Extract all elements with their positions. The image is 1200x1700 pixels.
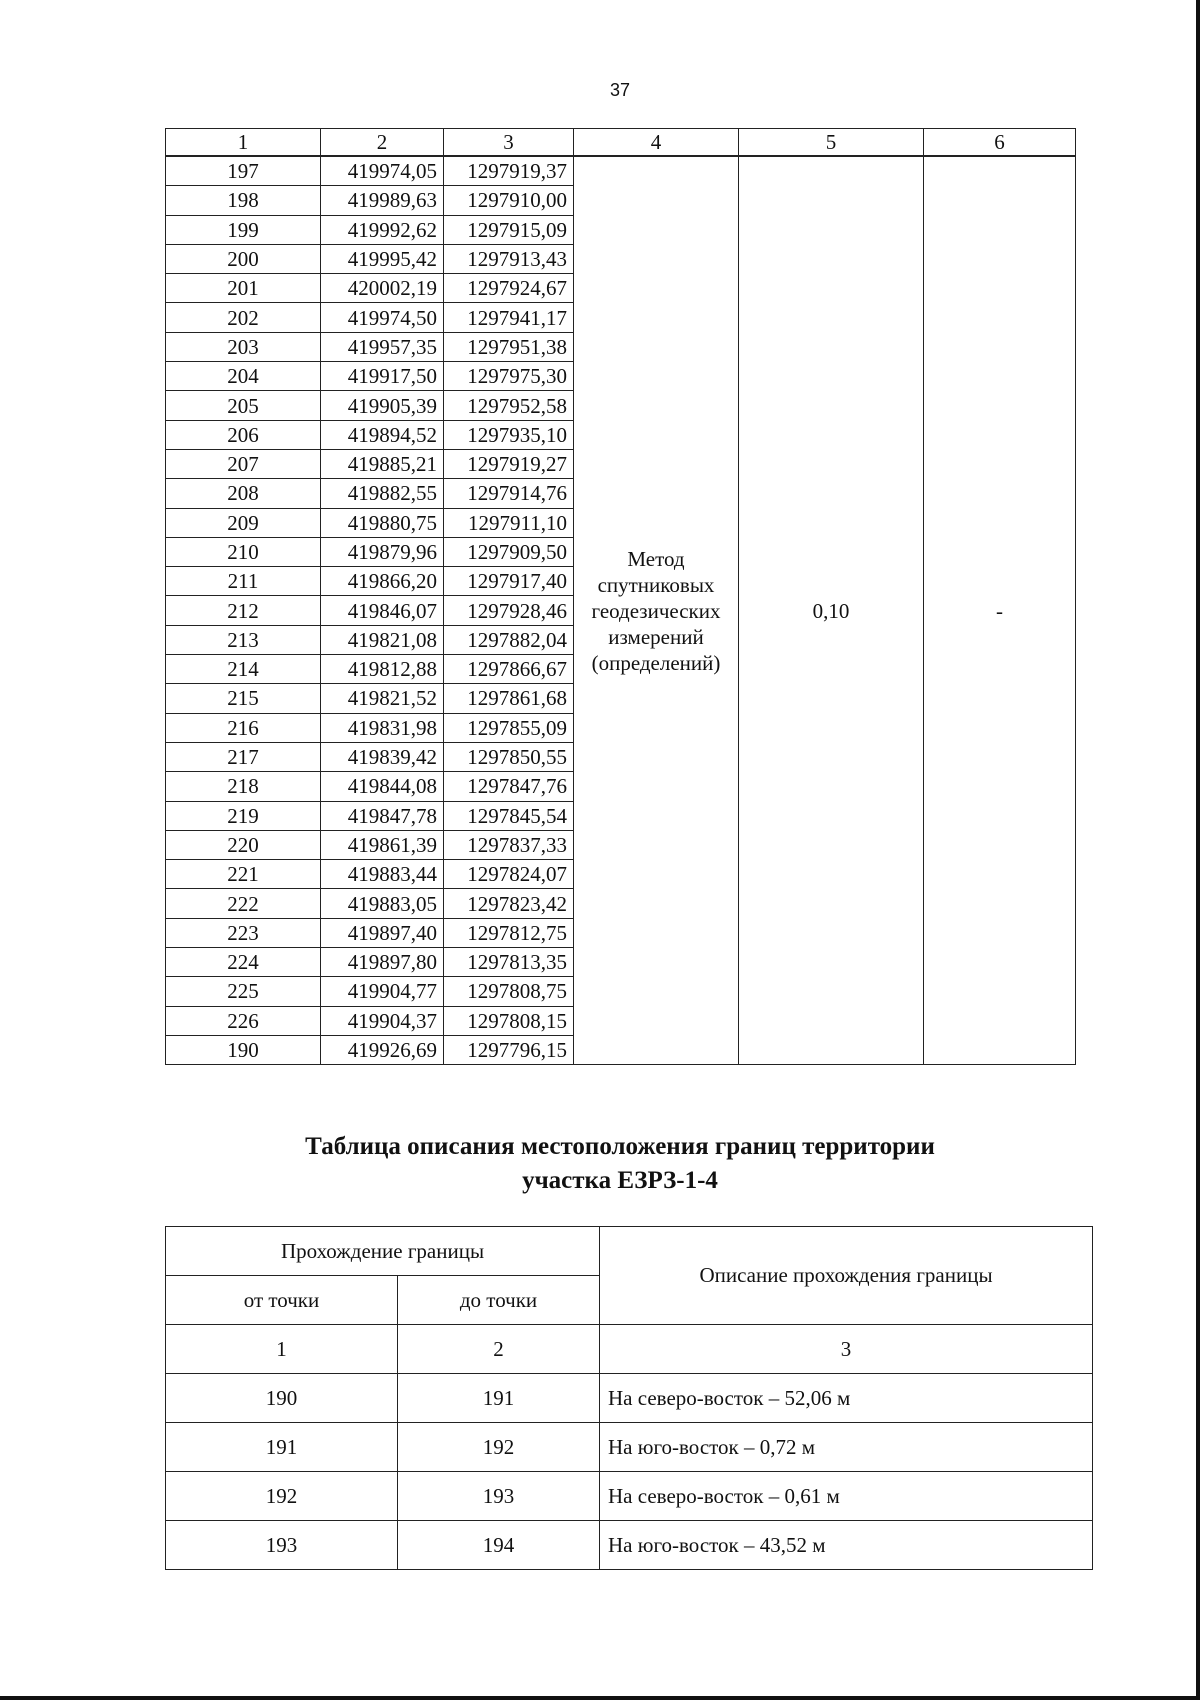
point-number: 200 <box>166 244 321 273</box>
y-coordinate: 1297808,15 <box>444 1006 574 1035</box>
boundary-description: На юго-восток – 0,72 м <box>600 1423 1093 1472</box>
y-coordinate: 1297913,43 <box>444 244 574 273</box>
x-coordinate: 419821,08 <box>321 625 444 654</box>
boundary-description: На северо-восток – 0,61 м <box>600 1472 1093 1521</box>
point-number: 215 <box>166 684 321 713</box>
point-number: 203 <box>166 332 321 361</box>
header-group-label: Прохождение границы <box>166 1227 600 1276</box>
y-coordinate: 1297924,67 <box>444 274 574 303</box>
point-number: 190 <box>166 1035 321 1064</box>
y-coordinate: 1297813,35 <box>444 948 574 977</box>
x-coordinate: 419995,42 <box>321 244 444 273</box>
x-coordinate: 419905,39 <box>321 391 444 420</box>
coordinates-body <box>166 156 1076 1065</box>
y-coordinate: 1297850,55 <box>444 742 574 771</box>
y-coordinate: 1297847,76 <box>444 772 574 801</box>
accuracy-cell: 0,10 <box>739 156 924 1065</box>
point-number: 222 <box>166 889 321 918</box>
x-coordinate: 419957,35 <box>321 332 444 361</box>
boundary-column-numbers <box>166 1325 1093 1374</box>
from-point: 190 <box>166 1374 398 1423</box>
x-coordinate: 419974,05 <box>321 156 444 186</box>
to-point-header: до точки <box>398 1276 600 1325</box>
x-coordinate: 419821,52 <box>321 684 444 713</box>
point-number: 208 <box>166 479 321 508</box>
point-number: 210 <box>166 537 321 566</box>
x-coordinate: 419846,07 <box>321 596 444 625</box>
x-coordinate: 419847,78 <box>321 801 444 830</box>
x-coordinate: 419883,05 <box>321 889 444 918</box>
point-number: 197 <box>166 156 321 186</box>
method-line: Метод <box>627 546 685 571</box>
x-coordinate: 419894,52 <box>321 420 444 449</box>
point-number: 225 <box>166 977 321 1006</box>
coordinates-header-row <box>166 129 1076 157</box>
column-header: 1 <box>166 129 321 157</box>
point-number: 219 <box>166 801 321 830</box>
x-coordinate: 419897,80 <box>321 948 444 977</box>
x-coordinate: 419880,75 <box>321 508 444 537</box>
point-number: 213 <box>166 625 321 654</box>
to-point: 194 <box>398 1521 600 1570</box>
point-number: 220 <box>166 830 321 859</box>
point-number: 217 <box>166 742 321 771</box>
method-line: спутниковых <box>597 572 715 597</box>
section-title-line: участка ЕЗРЗ-1-4 <box>522 1167 718 1194</box>
table-row <box>166 1423 1093 1472</box>
scan-border-bottom <box>0 1696 1200 1700</box>
x-coordinate: 419897,40 <box>321 918 444 947</box>
y-coordinate: 1297928,46 <box>444 596 574 625</box>
x-coordinate: 419989,63 <box>321 186 444 215</box>
y-coordinate: 1297917,40 <box>444 567 574 596</box>
point-number: 199 <box>166 215 321 244</box>
x-coordinate: 419992,62 <box>321 215 444 244</box>
point-number: 205 <box>166 391 321 420</box>
method-cell <box>574 156 739 1065</box>
table-row <box>166 156 1076 186</box>
column-number: 2 <box>398 1325 600 1374</box>
x-coordinate: 419844,08 <box>321 772 444 801</box>
point-number: 198 <box>166 186 321 215</box>
method-line: геодезических <box>591 598 721 623</box>
point-number: 201 <box>166 274 321 303</box>
point-number: 204 <box>166 362 321 391</box>
y-coordinate: 1297915,09 <box>444 215 574 244</box>
x-coordinate: 420002,19 <box>321 274 444 303</box>
point-number: 218 <box>166 772 321 801</box>
table-row <box>166 1374 1093 1423</box>
x-coordinate: 419879,96 <box>321 537 444 566</box>
point-number: 226 <box>166 1006 321 1035</box>
column-number: 1 <box>166 1325 398 1374</box>
section-title-line: Таблица описания местоположения границ территории <box>305 1133 935 1160</box>
y-coordinate: 1297837,33 <box>444 830 574 859</box>
to-point: 191 <box>398 1374 600 1423</box>
method-line: (определений) <box>591 650 721 675</box>
y-coordinate: 1297941,17 <box>444 303 574 332</box>
x-coordinate: 419812,88 <box>321 655 444 684</box>
table-row <box>166 1472 1093 1521</box>
table-row <box>166 1521 1093 1570</box>
y-coordinate: 1297919,37 <box>444 156 574 186</box>
y-coordinate: 1297909,50 <box>444 537 574 566</box>
y-coordinate: 1297882,04 <box>444 625 574 654</box>
y-coordinate: 1297919,27 <box>444 449 574 478</box>
x-coordinate: 419861,39 <box>321 830 444 859</box>
coordinates-table <box>165 128 1076 1065</box>
point-number: 212 <box>166 596 321 625</box>
y-coordinate: 1297935,10 <box>444 420 574 449</box>
x-coordinate: 419866,20 <box>321 567 444 596</box>
x-coordinate: 419904,37 <box>321 1006 444 1035</box>
method-line: измерений <box>608 624 704 649</box>
boundary-description: На северо-восток – 52,06 м <box>600 1374 1093 1423</box>
from-point: 191 <box>166 1423 398 1472</box>
column-number: 3 <box>600 1325 1093 1374</box>
x-coordinate: 419974,50 <box>321 303 444 332</box>
column-header: 3 <box>444 129 574 157</box>
from-point: 193 <box>166 1521 398 1570</box>
x-coordinate: 419839,42 <box>321 742 444 771</box>
y-coordinate: 1297911,10 <box>444 508 574 537</box>
note-cell: - <box>924 156 1076 1065</box>
y-coordinate: 1297808,75 <box>444 977 574 1006</box>
boundary-header-row <box>166 1227 1093 1276</box>
y-coordinate: 1297914,76 <box>444 479 574 508</box>
from-point-header: от точки <box>166 1276 398 1325</box>
y-coordinate: 1297824,07 <box>444 860 574 889</box>
x-coordinate: 419831,98 <box>321 713 444 742</box>
point-number: 207 <box>166 449 321 478</box>
boundary-body <box>166 1374 1093 1570</box>
point-number: 224 <box>166 948 321 977</box>
y-coordinate: 1297866,67 <box>444 655 574 684</box>
from-point: 192 <box>166 1472 398 1521</box>
point-number: 216 <box>166 713 321 742</box>
y-coordinate: 1297812,75 <box>444 918 574 947</box>
y-coordinate: 1297975,30 <box>444 362 574 391</box>
x-coordinate: 419904,77 <box>321 977 444 1006</box>
page-number: 37 <box>609 80 631 100</box>
y-coordinate: 1297855,09 <box>444 713 574 742</box>
boundary-description: На юго-восток – 43,52 м <box>600 1521 1093 1570</box>
y-coordinate: 1297861,68 <box>444 684 574 713</box>
point-number: 214 <box>166 655 321 684</box>
to-point: 193 <box>398 1472 600 1521</box>
y-coordinate: 1297951,38 <box>444 332 574 361</box>
x-coordinate: 419883,44 <box>321 860 444 889</box>
x-coordinate: 419882,55 <box>321 479 444 508</box>
x-coordinate: 419885,21 <box>321 449 444 478</box>
column-header: 4 <box>574 129 739 157</box>
point-number: 211 <box>166 567 321 596</box>
column-header: 2 <box>321 129 444 157</box>
y-coordinate: 1297796,15 <box>444 1035 574 1064</box>
y-coordinate: 1297823,42 <box>444 889 574 918</box>
boundary-table <box>165 1226 1093 1570</box>
y-coordinate: 1297952,58 <box>444 391 574 420</box>
description-header: Описание прохождения границы <box>600 1227 1093 1325</box>
y-coordinate: 1297910,00 <box>444 186 574 215</box>
column-header: 6 <box>924 129 1076 157</box>
column-header: 5 <box>739 129 924 157</box>
y-coordinate: 1297845,54 <box>444 801 574 830</box>
to-point: 192 <box>398 1423 600 1472</box>
x-coordinate: 419917,50 <box>321 362 444 391</box>
point-number: 221 <box>166 860 321 889</box>
scan-border-right <box>1196 0 1200 1700</box>
section-title <box>160 1130 1080 1198</box>
x-coordinate: 419926,69 <box>321 1035 444 1064</box>
point-number: 223 <box>166 918 321 947</box>
point-number: 209 <box>166 508 321 537</box>
point-number: 202 <box>166 303 321 332</box>
point-number: 206 <box>166 420 321 449</box>
